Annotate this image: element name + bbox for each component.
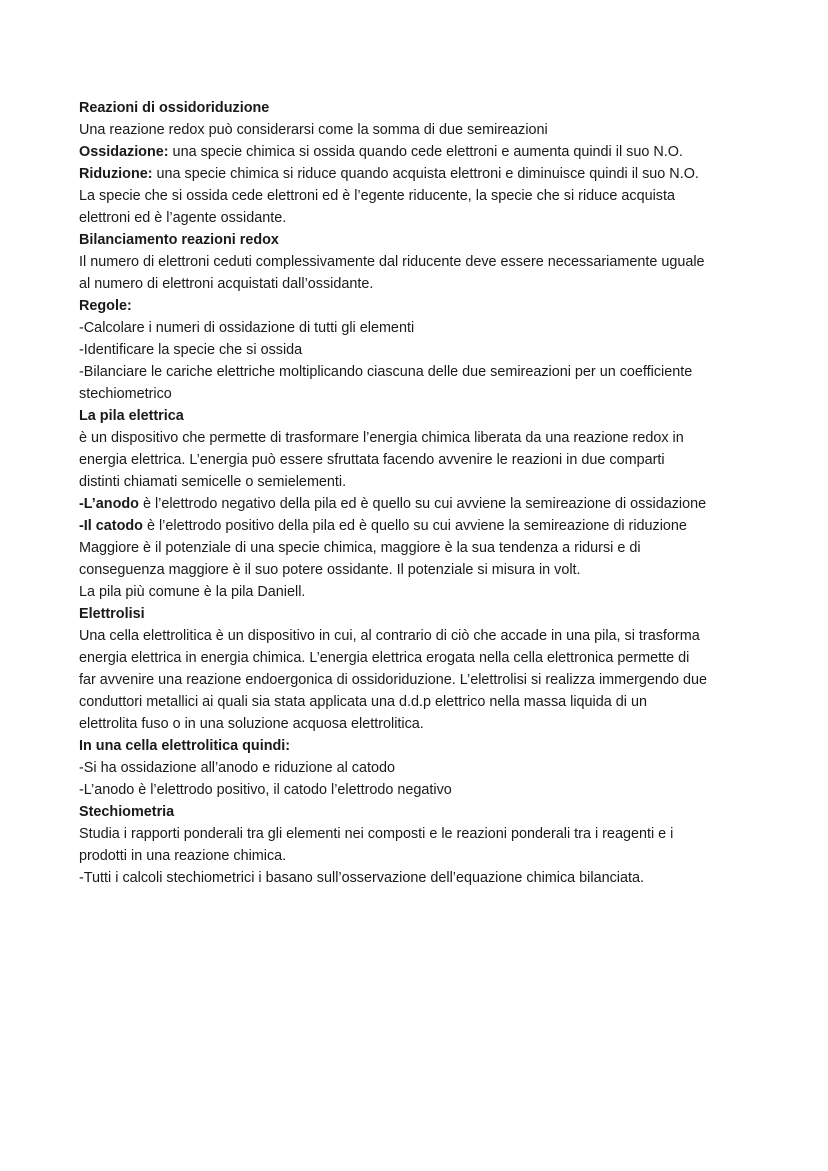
- electrolysis-line-1: Una cella elettrolitica è un dispositivo in cui, al contrario di ciò che accade in una pila, si trasforma: [79, 628, 700, 644]
- electrolysis-line-2: energia elettrica in energia chimica. L’energia elettrica erogata nella cella elettronica permette di: [79, 650, 690, 666]
- oxidation-definition: [79, 141, 759, 163]
- cathode-definition: [79, 515, 759, 537]
- anode-text: è l’elettrodo negativo della pila ed è quello su cui avviene la semireazione di ossidazione: [138, 496, 707, 512]
- heading-electrolytic-cell: In una cella elettrolitica quindi:: [79, 738, 291, 754]
- heading-stoichiometry: Stechiometria: [79, 804, 175, 820]
- rule-3-line-2: stechiometrico: [79, 386, 172, 402]
- rule-2: -Identificare la specie che si ossida: [79, 342, 303, 358]
- cathode-label: -Il catodo: [79, 518, 143, 534]
- heading-balancing: Bilanciamento reazioni redox: [79, 232, 279, 248]
- electrolysis-line-4: conduttori metallici ai quali sia stata applicata una d.d.p elettrico nella massa liquida di un: [79, 694, 647, 710]
- electrolysis-line-3: far avvenire una reazione endoergonica di ossidoriduzione. L’elettrolisi si realizza immergendo due: [79, 672, 707, 688]
- anode-definition: [79, 493, 759, 515]
- reduction-label: Riduzione:: [79, 166, 153, 182]
- stoichiometry-line-1: Studia i rapporti ponderali tra gli elementi nei composti e le reazioni ponderali tra i reagenti e i: [79, 826, 674, 842]
- common-battery: La pila più comune è la pila Daniell.: [79, 584, 306, 600]
- stoichiometry-line-3: -Tutti i calcoli stechiometrici i basano sull’osservazione dell’equazione chimica bilanciata.: [79, 870, 644, 886]
- potential-line-2: conseguenza maggiore è il suo potere ossidante. Il potenziale si misura in volt.: [79, 562, 581, 578]
- electrolytic-point-1: -Si ha ossidazione all’anodo e riduzione al catodo: [79, 760, 396, 776]
- oxidation-text: una specie chimica si ossida quando cede elettroni e aumenta quindi il suo N.O.: [168, 144, 683, 160]
- reduction-text: una specie chimica si riduce quando acquista elettroni e diminuisce quindi il suo N.O.: [152, 166, 699, 182]
- battery-line-1: è un dispositivo che permette di trasformare l’energia chimica liberata da una reazione redox in: [79, 430, 684, 446]
- redox-intro: Una reazione redox può considerarsi come la somma di due semireazioni: [79, 122, 548, 138]
- rule-1: -Calcolare i numeri di ossidazione di tutti gli elementi: [79, 320, 415, 336]
- reduction-definition: [79, 163, 759, 185]
- stoichiometry-line-2: prodotti in una reazione chimica.: [79, 848, 287, 864]
- balancing-line-1: Il numero di elettroni ceduti complessivamente dal riducente deve essere necessariamente uguale: [79, 254, 705, 270]
- battery-line-3: distinti chiamati semicelle o semielementi.: [79, 474, 347, 490]
- electrolysis-line-5: elettrolita fuso o in una soluzione acquosa elettrolitica.: [79, 716, 424, 732]
- balancing-line-2: al numero di elettroni acquistati dall’ossidante.: [79, 276, 374, 292]
- potential-line-1: Maggiore è il potenziale di una specie chimica, maggiore è la sua tendenza a ridursi e di: [79, 540, 641, 556]
- heading-electrolysis: Elettrolisi: [79, 606, 145, 622]
- heading-redox: Reazioni di ossidoriduzione: [79, 100, 270, 116]
- heading-battery: La pila elettrica: [79, 408, 184, 424]
- anode-label: -L’anodo: [79, 496, 139, 512]
- cathode-text: è l’elettrodo positivo della pila ed è quello su cui avviene la semireazione di riduzione: [142, 518, 687, 534]
- battery-line-2: energia elettrica. L’energia può essere sfruttata facendo avvenire le reazioni in due comparti: [79, 452, 665, 468]
- agents-line-2: elettroni ed è l’agente ossidante.: [79, 210, 287, 226]
- electrolytic-point-2: -L’anodo è l’elettrodo positivo, il catodo l’elettrodo negativo: [79, 782, 452, 798]
- document-page: [79, 97, 759, 889]
- rule-3-line-1: -Bilanciare le cariche elettriche moltiplicando ciascuna delle due semireazioni per un coefficiente: [79, 364, 693, 380]
- heading-rules: Regole:: [79, 298, 132, 314]
- oxidation-label: Ossidazione:: [79, 144, 169, 160]
- agents-line-1: La specie che si ossida cede elettroni ed è l’egente riducente, la specie che si riduce acquista: [79, 188, 675, 204]
